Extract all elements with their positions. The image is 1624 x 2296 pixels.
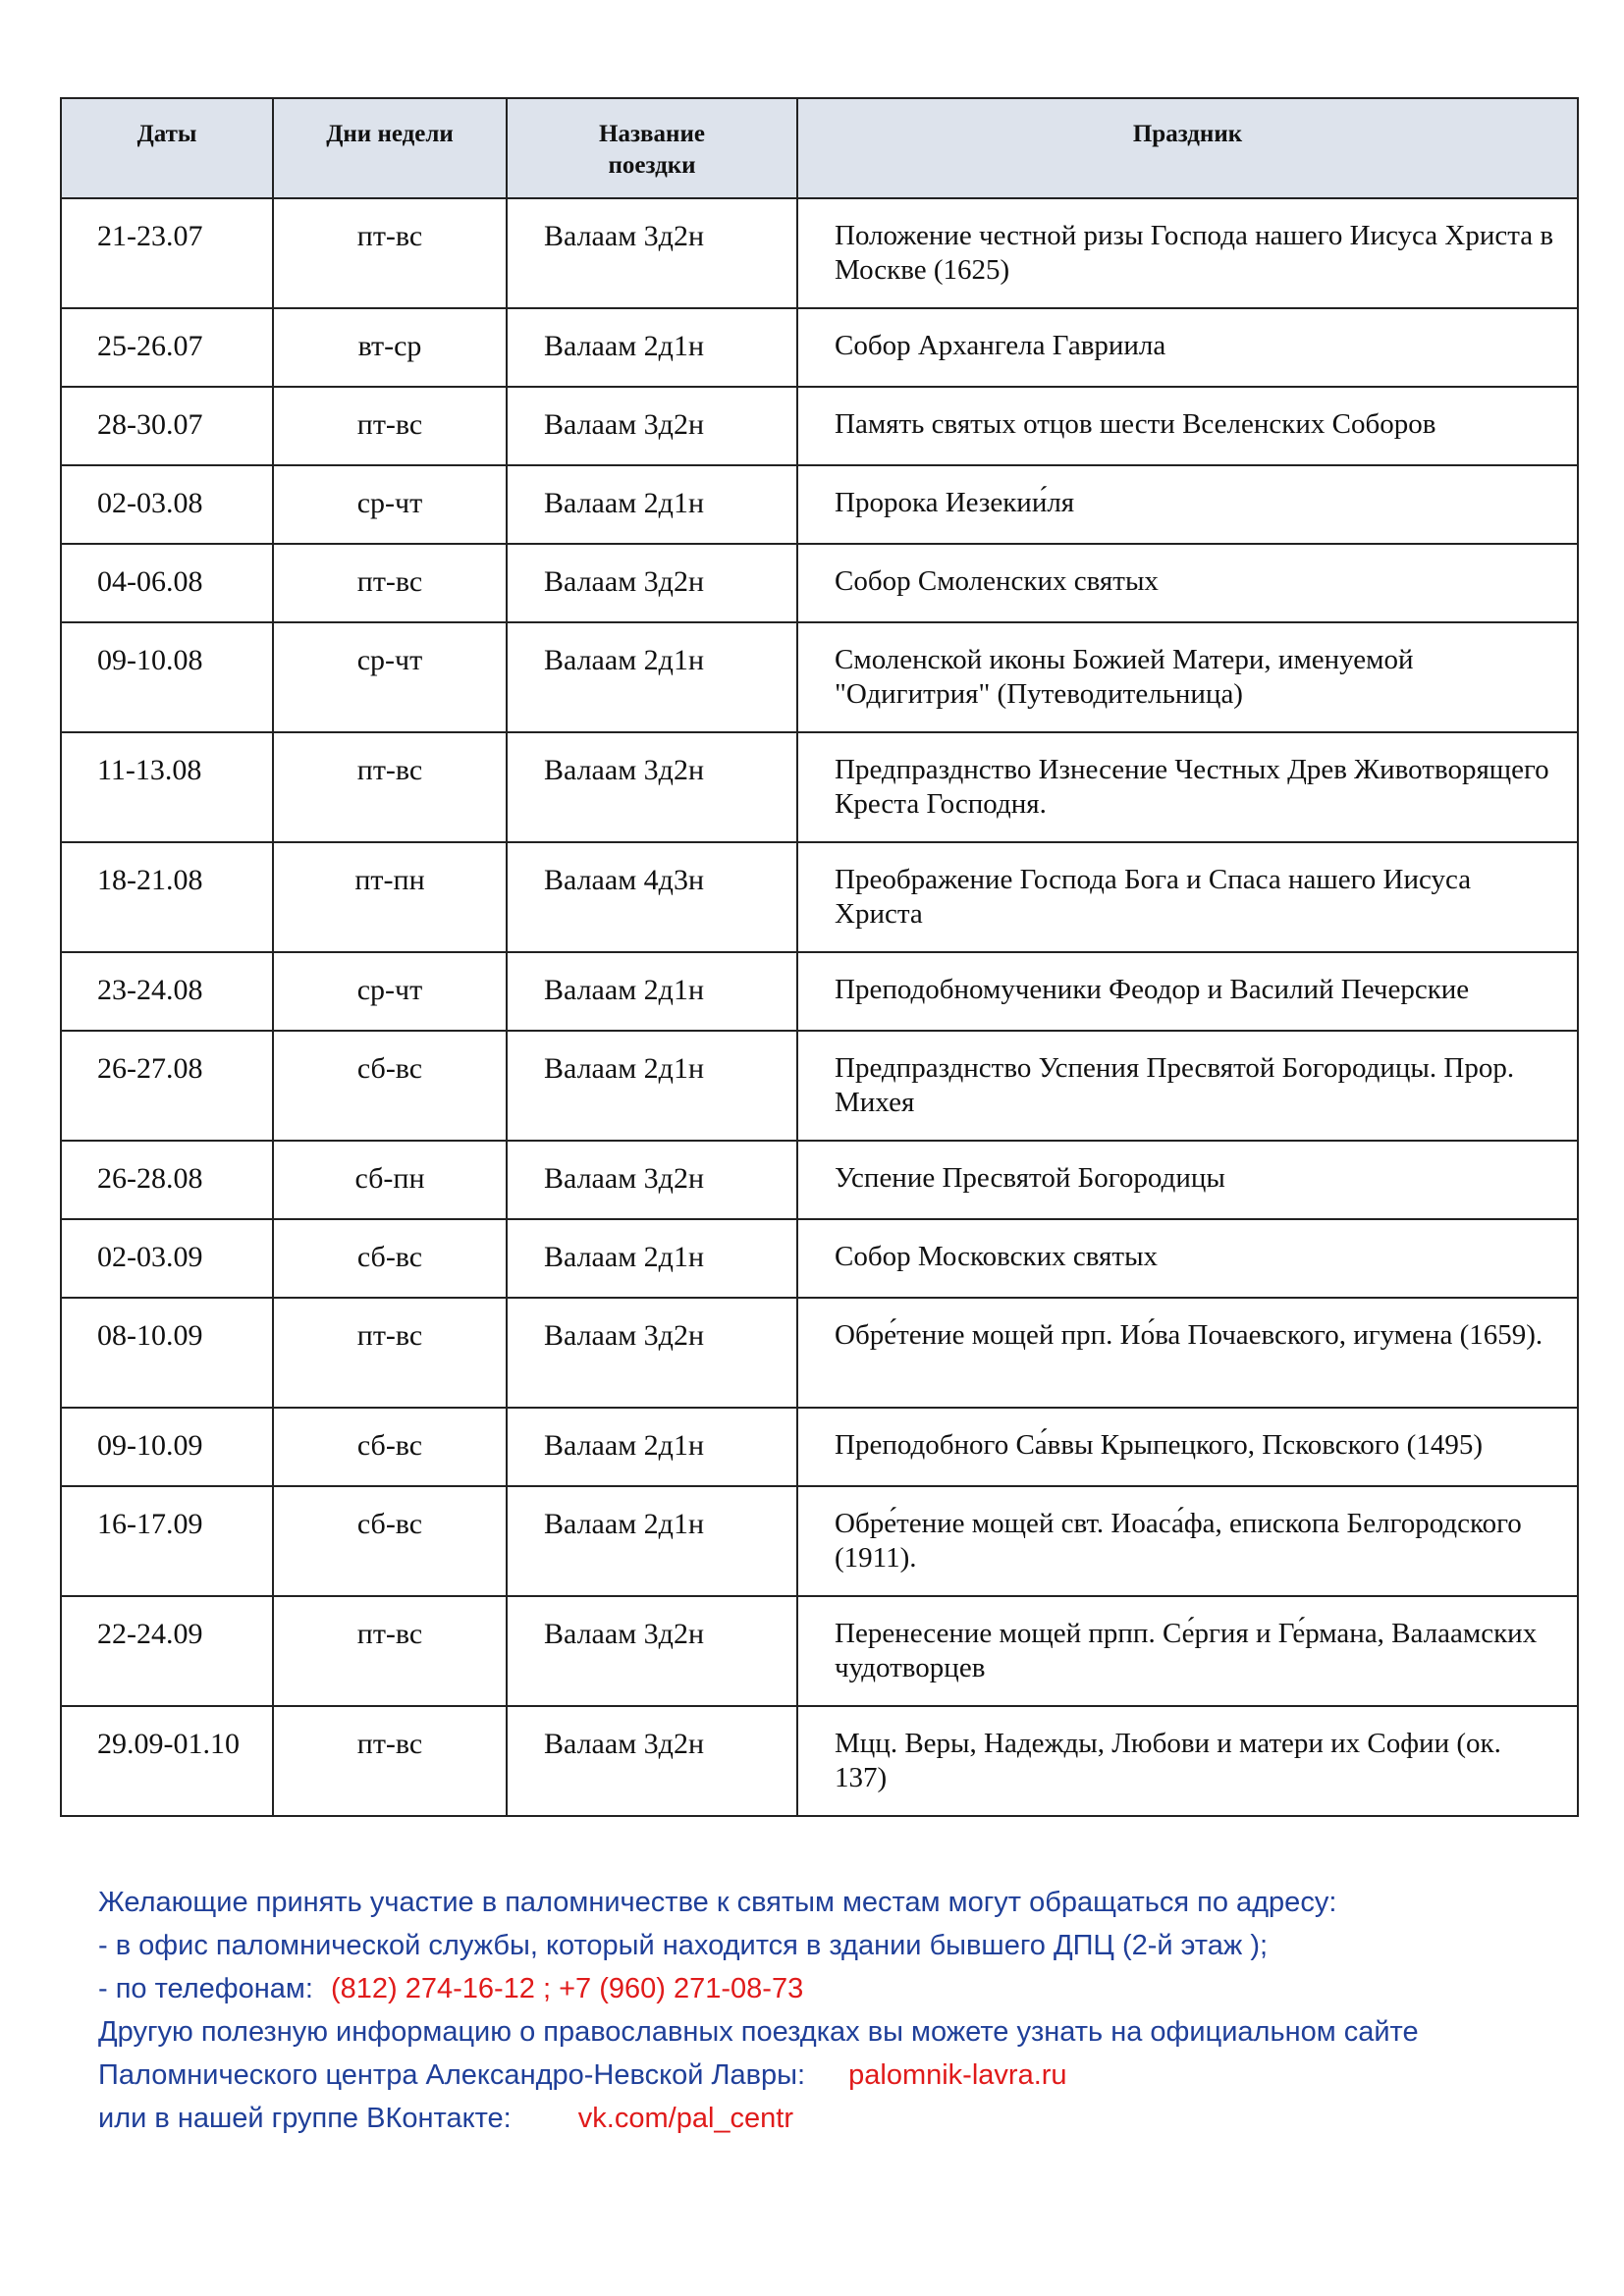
cell-trip: Валаам 2д1н [507,1219,797,1298]
header-row [61,98,1578,198]
cell-days: сб-вс [273,1219,507,1298]
cell-holiday: Преображение Господа Бога и Спаса нашего Иисуса Христа [797,842,1578,952]
table-header [61,98,1578,198]
cell-days: пт-вс [273,387,507,465]
contact-notice [98,1881,1591,2140]
cell-holiday: Успение Пресвятой Богородицы [797,1141,1578,1219]
cell-dates: 23-24.08 [61,952,273,1031]
table-row [61,1219,1578,1298]
cell-dates: 09-10.09 [61,1408,273,1486]
cell-holiday: Предпразднство Изнесение Честных Древ Животворящего Креста Господня. [797,732,1578,842]
cell-trip: Валаам 4д3н [507,842,797,952]
cell-holiday: Преподобного Са́ввы Крыпецкого, Псковского (1495) [797,1408,1578,1486]
cell-dates: 02-03.09 [61,1219,273,1298]
phones-label: - по телефонам: [98,1973,313,2004]
cell-dates: 11-13.08 [61,732,273,842]
table-row [61,622,1578,732]
cell-dates: 21-23.07 [61,198,273,308]
notice-line-site [98,2054,1591,2097]
cell-trip: Валаам 2д1н [507,1408,797,1486]
cell-days: пт-вс [273,1596,507,1706]
table-row [61,308,1578,387]
table-row [61,465,1578,544]
cell-trip: Валаам 2д1н [507,308,797,387]
table-row [61,544,1578,622]
cell-holiday: Положение честной ризы Господа нашего Иисуса Христа в Москве (1625) [797,198,1578,308]
cell-trip: Валаам 3д2н [507,198,797,308]
cell-dates: 22-24.09 [61,1596,273,1706]
site-link[interactable]: palomnik-lavra.ru [848,2059,1067,2091]
cell-days: ср-чт [273,622,507,732]
cell-trip: Валаам 3д2н [507,544,797,622]
table-row [61,1031,1578,1141]
cell-trip: Валаам 3д2н [507,1706,797,1816]
table-row [61,387,1578,465]
cell-dates: 28-30.07 [61,387,273,465]
header-days: Дни недели [273,98,507,198]
notice-line-info: Другую полезную информацию о православных поездках вы можете узнать на официальном сайте [98,2016,1419,2048]
table-body [61,198,1578,1816]
cell-dates: 26-28.08 [61,1141,273,1219]
cell-days: пт-вс [273,732,507,842]
table-row [61,732,1578,842]
table-row [61,842,1578,952]
schedule-table [60,97,1579,1817]
cell-trip: Валаам 3д2н [507,1596,797,1706]
cell-dates: 16-17.09 [61,1486,273,1596]
cell-holiday: Память святых отцов шести Вселенских Соборов [797,387,1578,465]
cell-dates: 09-10.08 [61,622,273,732]
cell-days: сб-вс [273,1486,507,1596]
cell-trip: Валаам 3д2н [507,1141,797,1219]
table-row [61,952,1578,1031]
cell-days: сб-вс [273,1408,507,1486]
site-label: Паломнического центра Александро-Невской Лавры: [98,2059,806,2091]
cell-dates: 04-06.08 [61,544,273,622]
cell-days: ср-чт [273,952,507,1031]
cell-dates: 18-21.08 [61,842,273,952]
vk-link[interactable]: vk.com/pal_centr [577,2103,793,2134]
table-row [61,1706,1578,1816]
cell-holiday: Перенесение мощей прпп. Се́ргия и Ге́рмана, Валаамских чудотворцев [797,1596,1578,1706]
cell-days: пт-вс [273,1298,507,1408]
cell-holiday: Пророка Иезекии́ля [797,465,1578,544]
cell-holiday: Собор Московских святых [797,1219,1578,1298]
header-trip-line2: поездки [608,152,696,179]
header-holiday: Праздник [797,98,1578,198]
table-row [61,1408,1578,1486]
cell-holiday: Предпразднство Успения Пресвятой Богородицы. Прор. Михея [797,1031,1578,1141]
cell-days: ср-чт [273,465,507,544]
cell-dates: 25-26.07 [61,308,273,387]
cell-holiday: Собор Архангела Гавриила [797,308,1578,387]
cell-holiday: Преподобномученики Феодор и Василий Печерские [797,952,1578,1031]
cell-holiday: Обре́тение мощей прп. Ио́ва Почаевского, игумена (1659). [797,1298,1578,1408]
cell-days: пт-вс [273,198,507,308]
header-dates: Даты [61,98,273,198]
cell-dates: 29.09-01.10 [61,1706,273,1816]
cell-trip: Валаам 2д1н [507,1486,797,1596]
cell-trip: Валаам 3д2н [507,387,797,465]
cell-holiday: Собор Смоленских святых [797,544,1578,622]
header-trip [507,98,797,198]
notice-line-phones [98,1967,1591,2010]
vk-label: или в нашей группе ВКонтакте: [98,2103,512,2134]
cell-holiday: Обре́тение мощей свт. Иоаса́фа, епископа Белгородского (1911). [797,1486,1578,1596]
cell-trip: Валаам 2д1н [507,622,797,732]
cell-trip: Валаам 3д2н [507,1298,797,1408]
cell-days: сб-вс [273,1031,507,1141]
table-row [61,1486,1578,1596]
table-row [61,1141,1578,1219]
cell-days: пт-вс [273,1706,507,1816]
table-row [61,1298,1578,1408]
cell-dates: 26-27.08 [61,1031,273,1141]
cell-days: пт-пн [273,842,507,952]
cell-dates: 02-03.08 [61,465,273,544]
notice-line-vk [98,2097,1591,2140]
cell-days: вт-ср [273,308,507,387]
cell-trip: Валаам 2д1н [507,1031,797,1141]
cell-days: сб-пн [273,1141,507,1219]
cell-holiday: Смоленской иконы Божией Матери, именуемой "Одигитрия" (Путеводительница) [797,622,1578,732]
notice-line-office: - в офис паломнической службы, который находится в здании бывшего ДПЦ (2-й этаж ); [98,1930,1269,1961]
cell-holiday: Мцц. Веры, Надежды, Любови и матери их Софии (ок. 137) [797,1706,1578,1816]
cell-trip: Валаам 2д1н [507,465,797,544]
table-row [61,198,1578,308]
cell-trip: Валаам 2д1н [507,952,797,1031]
header-trip-line1: Название [599,121,705,147]
cell-trip: Валаам 3д2н [507,732,797,842]
cell-dates: 08-10.09 [61,1298,273,1408]
phone-numbers[interactable]: (812) 274-16-12 ; +7 (960) 271-08-73 [330,1973,804,2004]
notice-line-intro: Желающие принять участие в паломничестве к святым местам могут обращаться по адресу: [98,1887,1337,1918]
table-row [61,1596,1578,1706]
cell-days: пт-вс [273,544,507,622]
